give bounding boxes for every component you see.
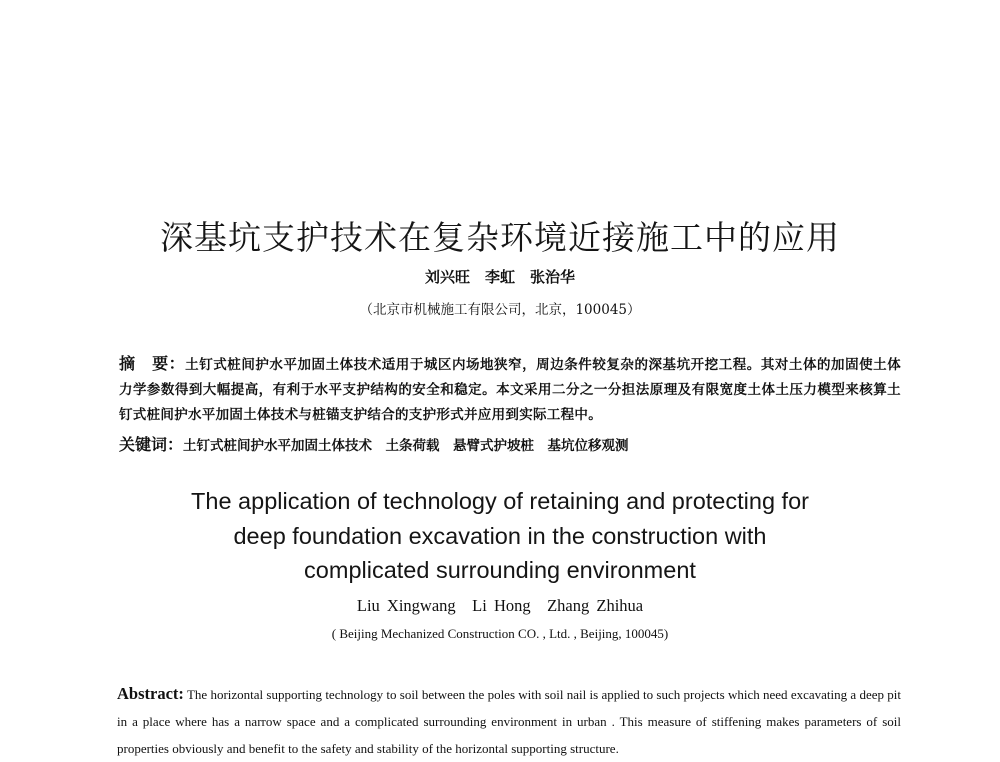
chinese-title: 深基坑支护技术在复杂环境近接施工中的应用 bbox=[160, 218, 840, 257]
chinese-abstract-text: 土钉式桩间护水平加固土体技术适用于城区内场地狭窄，周边条件较复杂的深基坑开挖工程。其对土体的加固使土体力学参数得到大幅提高，有利于水平支护结构的安全和稳定。本文采用二分之一分担法原理及有限宽度土体土压力模型来核算土钉式桩间护水平加固土体技术与桩锚支护结合的支护形式并应用到实际工程中。 bbox=[119, 357, 901, 423]
chinese-keywords-label: 关键词： bbox=[119, 435, 184, 454]
chinese-keywords-text: 土钉式桩间护水平加固土体技术 土条荷载 悬臂式护坡桩 基坑位移观测 bbox=[183, 438, 629, 454]
english-abstract-label: Abstract: bbox=[117, 684, 184, 703]
chinese-affiliation: （北京市机械施工有限公司，北京，100045） bbox=[359, 302, 641, 318]
english-affiliation: ( Beijing Mechanized Construction CO. , Ltd. , Beijing, 100045) bbox=[331, 626, 669, 641]
english-title-line-1: The application of technology of retaining and protecting for bbox=[191, 488, 809, 514]
chinese-keywords bbox=[119, 432, 901, 455]
english-title-line-2: deep foundation excavation in the construction with bbox=[233, 522, 767, 549]
english-title bbox=[0, 484, 1000, 588]
english-authors: Liu Xingwang Li Hong Zhang Zhihua bbox=[356, 596, 644, 615]
english-abstract bbox=[117, 680, 901, 762]
chinese-abstract bbox=[119, 351, 901, 428]
english-abstract-text: The horizontal supporting technology to soil between the poles with soil nail is applied to such projects which need excavating a deep pit in a place where has a narrow space and a complicated surrounding environment in urban . This measure of stiffening makes parameters of soil properties obviously and benefit to the safety and stability of the horizontal supporting structure. bbox=[117, 687, 901, 756]
english-title-line-3: complicated surrounding environment bbox=[304, 557, 696, 583]
chinese-abstract-label: 摘 要： bbox=[119, 354, 186, 373]
chinese-authors: 刘兴旺 李虹 张治华 bbox=[424, 268, 575, 286]
